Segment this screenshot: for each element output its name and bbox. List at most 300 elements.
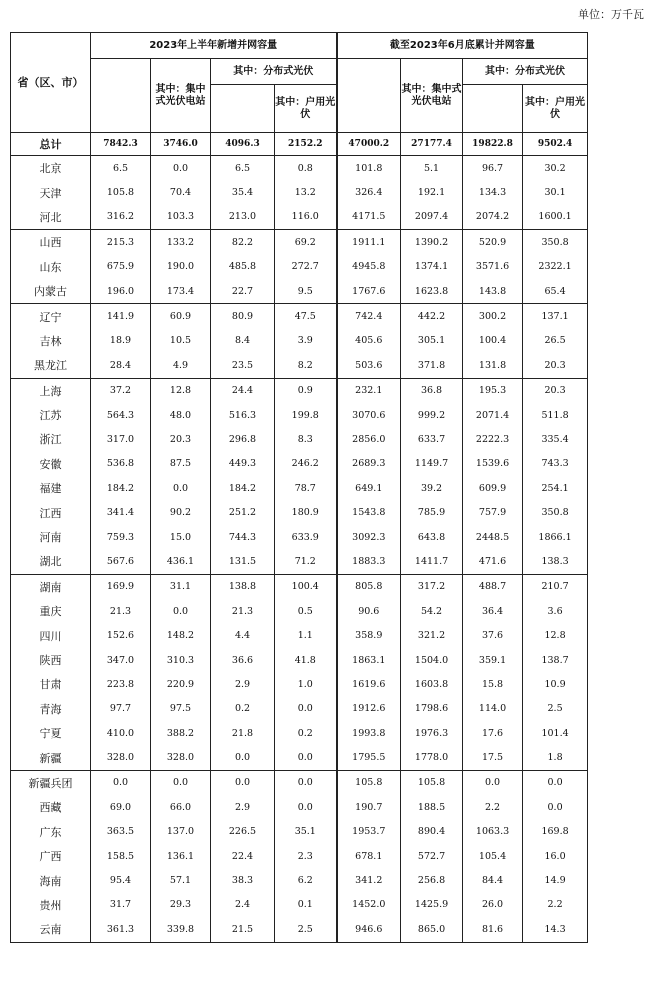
cell: 1504.0 [401,648,463,672]
cell: 350.8 [523,230,588,255]
cell: 3571.6 [463,255,523,279]
cell: 9.5 [275,279,337,304]
table-row [11,745,588,770]
cell: 7842.3 [91,133,151,156]
cell: 69.2 [275,230,337,255]
table-row [11,917,588,942]
cell: 232.1 [337,378,401,403]
region-name: 甘肃 [11,672,91,696]
cell: 744.3 [211,525,275,549]
region-name: 山东 [11,255,91,279]
cell: 87.5 [151,452,211,476]
cell: 6.5 [91,156,151,181]
cell: 1863.1 [337,648,401,672]
cell: 41.8 [275,648,337,672]
cell: 143.8 [463,279,523,304]
cell: 190.7 [337,795,401,819]
cell: 350.8 [523,500,588,524]
table-header [11,33,588,133]
cell: 317.2 [401,574,463,599]
cell: 90.6 [337,599,401,623]
region-name: 贵州 [11,893,91,917]
table-row [11,329,588,353]
cell: 442.2 [401,304,463,329]
cell: 17.5 [463,745,523,770]
cell: 36.4 [463,599,523,623]
cell: 328.0 [91,745,151,770]
region-name: 内蒙古 [11,279,91,304]
cell: 47.5 [275,304,337,329]
cell: 95.4 [91,868,151,892]
table-row [11,403,588,427]
table-row [11,476,588,500]
cell: 2.5 [275,917,337,942]
cell: 81.6 [463,917,523,942]
table-row [11,452,588,476]
table-row [11,500,588,524]
cell: 38.3 [211,868,275,892]
new-distributed-total-header [211,85,275,133]
cell: 2097.4 [401,205,463,230]
cell: 254.1 [523,476,588,500]
cell: 2448.5 [463,525,523,549]
total-row [11,133,588,156]
cell: 405.6 [337,329,401,353]
cell: 134.3 [463,180,523,204]
cell: 24.4 [211,378,275,403]
table-row [11,672,588,696]
cell: 1.0 [275,672,337,696]
region-name: 广西 [11,844,91,868]
cell: 1993.8 [337,721,401,745]
cell: 39.2 [401,476,463,500]
cell: 0.0 [151,156,211,181]
cell: 0.0 [523,770,588,795]
cell: 2.5 [523,697,588,721]
cell: 2.2 [463,795,523,819]
cell: 105.8 [401,770,463,795]
cell: 410.0 [91,721,151,745]
cell: 0.2 [275,721,337,745]
table-row [11,868,588,892]
region-name: 江苏 [11,403,91,427]
region-rows [11,156,588,943]
cell: 54.2 [401,599,463,623]
table-row [11,525,588,549]
cell: 105.8 [337,770,401,795]
cell: 35.4 [211,180,275,204]
region-name: 海南 [11,868,91,892]
cell: 488.7 [463,574,523,599]
table-row [11,549,588,574]
table-row [11,574,588,599]
region-name: 天津 [11,180,91,204]
cell: 4945.8 [337,255,401,279]
cell: 210.7 [523,574,588,599]
cell: 678.1 [337,844,401,868]
cell: 148.2 [151,623,211,647]
cell: 17.6 [463,721,523,745]
cell: 326.4 [337,180,401,204]
cell: 8.4 [211,329,275,353]
cell: 2.9 [211,795,275,819]
cell: 471.6 [463,549,523,574]
cell: 133.2 [151,230,211,255]
cell: 18.9 [91,329,151,353]
cell: 347.0 [91,648,151,672]
cell: 1452.0 [337,893,401,917]
cell: 8.2 [275,353,337,378]
cell: 359.1 [463,648,523,672]
table-row [11,820,588,844]
table-row [11,648,588,672]
cell: 152.6 [91,623,151,647]
cell: 28.4 [91,353,151,378]
cell: 26.5 [523,329,588,353]
table-row [11,697,588,721]
cell: 190.0 [151,255,211,279]
cell: 485.8 [211,255,275,279]
cell: 1883.3 [337,549,401,574]
region-name: 新疆兵团 [11,770,91,795]
cell: 26.0 [463,893,523,917]
cell: 361.3 [91,917,151,942]
cell: 71.2 [275,549,337,574]
cell: 3.6 [523,599,588,623]
cell: 14.3 [523,917,588,942]
cell: 29.3 [151,893,211,917]
unit-label: 单位：万千瓦 [578,8,644,21]
cell: 1411.7 [401,549,463,574]
cell: 48.0 [151,403,211,427]
cell: 100.4 [463,329,523,353]
cell: 14.9 [523,868,588,892]
cell: 742.4 [337,304,401,329]
cell: 78.7 [275,476,337,500]
cell: 60.9 [151,304,211,329]
cell: 2322.1 [523,255,588,279]
region-name: 广东 [11,820,91,844]
cell: 114.0 [463,697,523,721]
cell: 335.4 [523,427,588,451]
cell: 138.8 [211,574,275,599]
cell: 4171.5 [337,205,401,230]
cell: 363.5 [91,820,151,844]
table-row [11,156,588,181]
cell: 1953.7 [337,820,401,844]
cell: 137.0 [151,820,211,844]
new-central-header: 其中：集中式光伏电站 [151,59,211,133]
region-name: 湖南 [11,574,91,599]
cell: 341.2 [337,868,401,892]
cell: 946.6 [337,917,401,942]
cell: 609.9 [463,476,523,500]
table-row [11,795,588,819]
cell: 226.5 [211,820,275,844]
cell: 13.2 [275,180,337,204]
cell: 358.9 [337,623,401,647]
cell: 220.9 [151,672,211,696]
cell: 21.3 [91,599,151,623]
cell: 520.9 [463,230,523,255]
cell: 82.2 [211,230,275,255]
cell: 516.3 [211,403,275,427]
cell: 1425.9 [401,893,463,917]
cell: 449.3 [211,452,275,476]
cell: 223.8 [91,672,151,696]
cell: 70.4 [151,180,211,204]
cell: 1390.2 [401,230,463,255]
cell: 188.5 [401,795,463,819]
total-label: 总计 [11,133,91,156]
cell: 536.8 [91,452,151,476]
cell: 36.6 [211,648,275,672]
cell: 341.4 [91,500,151,524]
table-row [11,427,588,451]
cell: 0.5 [275,599,337,623]
cell: 1.1 [275,623,337,647]
cell: 15.8 [463,672,523,696]
cum-central-header: 其中：集中式光伏电站 [401,59,463,133]
cell: 339.8 [151,917,211,942]
cell: 138.7 [523,648,588,672]
cell: 371.8 [401,353,463,378]
cell: 3070.6 [337,403,401,427]
region-name: 上海 [11,378,91,403]
cell: 572.7 [401,844,463,868]
cell: 69.0 [91,795,151,819]
table-row [11,304,588,329]
cum-distributed-header: 其中：分布式光伏 [463,59,588,85]
cell: 2074.2 [463,205,523,230]
region-name: 黑龙江 [11,353,91,378]
cell: 256.8 [401,868,463,892]
cell: 388.2 [151,721,211,745]
cell: 12.8 [151,378,211,403]
cell: 1539.6 [463,452,523,476]
cell: 103.3 [151,205,211,230]
cell: 101.8 [337,156,401,181]
cell: 0.0 [275,697,337,721]
cell: 36.8 [401,378,463,403]
cell: 633.9 [275,525,337,549]
cell: 564.3 [91,403,151,427]
cell: 316.2 [91,205,151,230]
region-name: 辽宁 [11,304,91,329]
cell: 0.0 [211,745,275,770]
cell: 2.9 [211,672,275,696]
cell: 1063.3 [463,820,523,844]
table-row [11,230,588,255]
cell: 84.4 [463,868,523,892]
table-row [11,844,588,868]
cell: 22.7 [211,279,275,304]
new-capacity-header: 2023年上半年新增并网容量 [91,33,337,59]
cell: 300.2 [463,304,523,329]
cell: 743.3 [523,452,588,476]
cell: 27177.4 [401,133,463,156]
region-name: 重庆 [11,599,91,623]
cell: 20.3 [523,378,588,403]
cell: 890.4 [401,820,463,844]
cell: 1.8 [523,745,588,770]
new-distributed-header: 其中：分布式光伏 [211,59,337,85]
cell: 1911.1 [337,230,401,255]
cell: 633.7 [401,427,463,451]
cell: 97.5 [151,697,211,721]
region-name: 山西 [11,230,91,255]
cell: 3746.0 [151,133,211,156]
cell: 305.1 [401,329,463,353]
region-name: 湖北 [11,549,91,574]
cell: 195.3 [463,378,523,403]
cell: 436.1 [151,549,211,574]
cell: 0.0 [275,770,337,795]
cell: 1600.1 [523,205,588,230]
cell: 96.7 [463,156,523,181]
region-name: 吉林 [11,329,91,353]
cell: 757.9 [463,500,523,524]
cell: 105.4 [463,844,523,868]
cell: 131.5 [211,549,275,574]
cum-household-header: 其中：户用光伏 [523,85,588,133]
region-name: 西藏 [11,795,91,819]
cell: 2071.4 [463,403,523,427]
cell: 35.1 [275,820,337,844]
cell: 1603.8 [401,672,463,696]
cell: 192.1 [401,180,463,204]
cell: 199.8 [275,403,337,427]
cell: 37.6 [463,623,523,647]
cell: 0.0 [151,770,211,795]
cell: 0.0 [463,770,523,795]
cell: 1619.6 [337,672,401,696]
new-household-header: 其中：户用光伏 [275,85,337,133]
cell: 21.5 [211,917,275,942]
cell: 246.2 [275,452,337,476]
cell: 47000.2 [337,133,401,156]
region-name: 河南 [11,525,91,549]
cell: 865.0 [401,917,463,942]
region-name: 安徽 [11,452,91,476]
cell: 321.2 [401,623,463,647]
cell: 37.2 [91,378,151,403]
cell: 251.2 [211,500,275,524]
cell: 6.2 [275,868,337,892]
cell: 2152.2 [275,133,337,156]
cell: 169.9 [91,574,151,599]
cell: 90.2 [151,500,211,524]
cell: 4.9 [151,353,211,378]
region-name: 云南 [11,917,91,942]
cell: 12.8 [523,623,588,647]
cell: 66.0 [151,795,211,819]
cell: 328.0 [151,745,211,770]
cell: 643.8 [401,525,463,549]
cell: 2856.0 [337,427,401,451]
cell: 1374.1 [401,255,463,279]
table-row [11,721,588,745]
cell: 1976.3 [401,721,463,745]
cell: 511.8 [523,403,588,427]
cell: 0.9 [275,378,337,403]
cell: 158.5 [91,844,151,868]
region-name: 浙江 [11,427,91,451]
cell: 999.2 [401,403,463,427]
cell: 137.1 [523,304,588,329]
cell: 20.3 [523,353,588,378]
cell: 0.0 [91,770,151,795]
cell: 196.0 [91,279,151,304]
cell: 2.2 [523,893,588,917]
cell: 1795.5 [337,745,401,770]
cell: 3092.3 [337,525,401,549]
region-header: 省（区、市） [11,33,91,133]
cell: 1543.8 [337,500,401,524]
cell: 65.4 [523,279,588,304]
cell: 105.8 [91,180,151,204]
cell: 1767.6 [337,279,401,304]
cell: 2222.3 [463,427,523,451]
cell: 180.9 [275,500,337,524]
cell: 1623.8 [401,279,463,304]
cell: 97.7 [91,697,151,721]
cell: 31.7 [91,893,151,917]
cell: 805.8 [337,574,401,599]
cell: 3.9 [275,329,337,353]
cell: 19822.8 [463,133,523,156]
cell: 20.3 [151,427,211,451]
cell: 4.4 [211,623,275,647]
cell: 5.1 [401,156,463,181]
cell: 1778.0 [401,745,463,770]
cell: 296.8 [211,427,275,451]
cell: 0.2 [211,697,275,721]
region-name: 陕西 [11,648,91,672]
region-name: 河北 [11,205,91,230]
cell: 131.8 [463,353,523,378]
table-row [11,353,588,378]
cell: 16.0 [523,844,588,868]
cell: 1149.7 [401,452,463,476]
cell: 30.1 [523,180,588,204]
table-row [11,279,588,304]
cell: 138.3 [523,549,588,574]
cell: 0.0 [275,795,337,819]
table-row [11,378,588,403]
cell: 759.3 [91,525,151,549]
cell: 80.9 [211,304,275,329]
table-row [11,770,588,795]
cell: 215.3 [91,230,151,255]
table-row [11,623,588,647]
region-name: 新疆 [11,745,91,770]
cell: 567.6 [91,549,151,574]
region-name: 四川 [11,623,91,647]
cell: 0.0 [211,770,275,795]
cumulative-capacity-header: 截至2023年6月底累计并网容量 [337,33,588,59]
capacity-table [10,32,588,943]
cell: 213.0 [211,205,275,230]
cell: 2.4 [211,893,275,917]
cell: 649.1 [337,476,401,500]
region-name: 青海 [11,697,91,721]
cell: 10.9 [523,672,588,696]
cell: 1798.6 [401,697,463,721]
cell: 22.4 [211,844,275,868]
cell: 503.6 [337,353,401,378]
cell: 30.2 [523,156,588,181]
